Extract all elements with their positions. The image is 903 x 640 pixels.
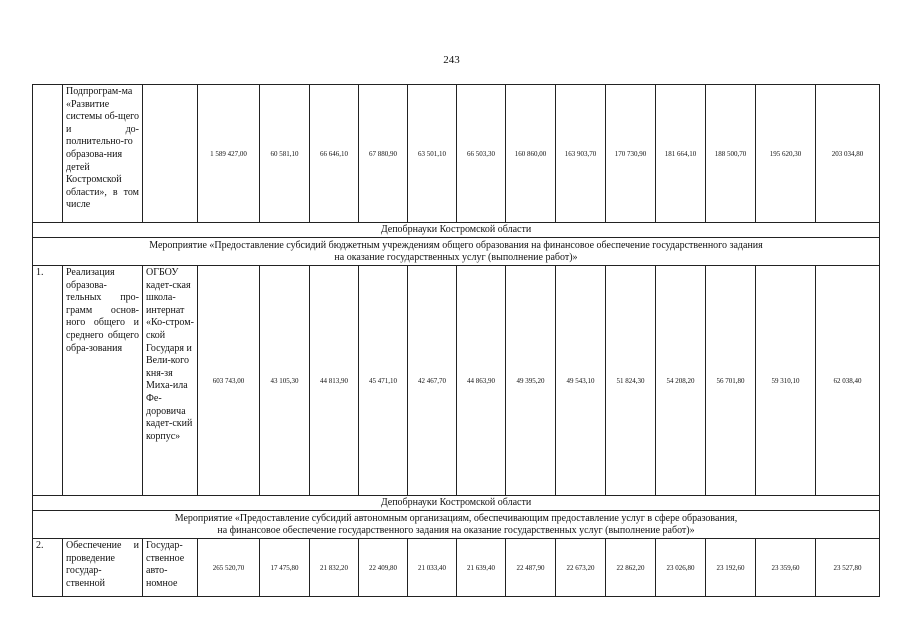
subprogram-value: 66 503,30 <box>457 85 506 223</box>
row-value: 22 673,20 <box>556 539 606 597</box>
row-name: Реализация образова-тельных про-грамм основ-ного общего и среднего общего обра-зования <box>63 266 143 496</box>
row-value: 56 701,80 <box>706 266 756 496</box>
subprogram-value: 203 034,80 <box>816 85 880 223</box>
subprogram-value: 63 501,10 <box>408 85 457 223</box>
row-index: 1. <box>33 266 63 496</box>
subprogram-executor-cell <box>143 85 198 223</box>
measure-row <box>33 511 880 539</box>
department-name: Депобрнауки Костромской области <box>33 496 880 511</box>
row-value: 51 824,30 <box>606 266 656 496</box>
row-total: 265 520,70 <box>198 539 260 597</box>
row-value: 54 208,20 <box>656 266 706 496</box>
row-value: 23 359,60 <box>756 539 816 597</box>
row-name: Обеспечение и проведение государ-ственной <box>63 539 143 597</box>
row-value: 21 639,40 <box>457 539 506 597</box>
department-row <box>33 223 880 238</box>
subprogram-row <box>33 85 880 223</box>
measure-row <box>33 238 880 266</box>
subprogram-value: 160 860,00 <box>506 85 556 223</box>
row-value: 49 395,20 <box>506 266 556 496</box>
row-value: 44 863,90 <box>457 266 506 496</box>
measure-title <box>33 238 880 266</box>
department-name: Депобрнауки Костромской области <box>33 223 880 238</box>
row-total: 603 743,00 <box>198 266 260 496</box>
row-value: 23 026,80 <box>656 539 706 597</box>
subprogram-value: 181 664,10 <box>656 85 706 223</box>
row-value: 43 105,30 <box>260 266 310 496</box>
measure-title-line: на финансовое обеспечение государственного задания на оказание государственных услуг (выполнение работ)» <box>217 524 695 536</box>
measure-title-line: Мероприятие «Предоставление субсидий автономным организациям, обеспечивающим предоставление услуг в сфере образования, <box>174 512 738 524</box>
measure-title-line: Мероприятие «Предоставление субсидий бюджетным учреждениям общего образования на финансовое обеспечение государственного задания <box>149 239 763 251</box>
subprogram-title: Подпрограм-ма «Развитие системы об-щего и до-полнительно-го образова-ния детей Костромской области», в том числе <box>63 85 143 223</box>
measure-title-line: на оказание государственных услуг (выполнение работ)» <box>334 251 578 263</box>
table-row <box>33 266 880 496</box>
subprogram-value: 170 730,90 <box>606 85 656 223</box>
budget-table <box>32 84 880 597</box>
subprogram-value: 66 646,10 <box>310 85 359 223</box>
row-value: 45 471,10 <box>359 266 408 496</box>
subprogram-total: 1 589 427,00 <box>198 85 260 223</box>
row-value: 22 409,80 <box>359 539 408 597</box>
row-value: 21 832,20 <box>310 539 359 597</box>
row-executor: ОГБОУ кадет-ская школа-интернат «Ко-стром-ской Государя и Вели-кого кня-зя Миха-ила Фе-доровича кадет-ский корпус» <box>143 266 198 496</box>
subprogram-value: 195 620,30 <box>756 85 816 223</box>
measure-title <box>33 511 880 539</box>
row-value: 17 475,80 <box>260 539 310 597</box>
row-value: 22 487,90 <box>506 539 556 597</box>
row-executor: Государ-ственное авто-номное <box>143 539 198 597</box>
row-value: 23 192,60 <box>706 539 756 597</box>
row-value: 42 467,70 <box>408 266 457 496</box>
subprogram-value: 163 903,70 <box>556 85 606 223</box>
subprogram-index-cell <box>33 85 63 223</box>
row-value: 59 310,10 <box>756 266 816 496</box>
row-value: 49 543,10 <box>556 266 606 496</box>
department-row <box>33 496 880 511</box>
subprogram-value: 188 500,70 <box>706 85 756 223</box>
row-index: 2. <box>33 539 63 597</box>
row-value: 44 813,90 <box>310 266 359 496</box>
page-number: 243 <box>443 54 460 66</box>
row-value: 62 038,40 <box>816 266 880 496</box>
subprogram-value: 60 581,10 <box>260 85 310 223</box>
subprogram-value: 67 880,90 <box>359 85 408 223</box>
row-value: 21 033,40 <box>408 539 457 597</box>
row-value: 22 862,20 <box>606 539 656 597</box>
table-row <box>33 539 880 597</box>
row-value: 23 527,80 <box>816 539 880 597</box>
